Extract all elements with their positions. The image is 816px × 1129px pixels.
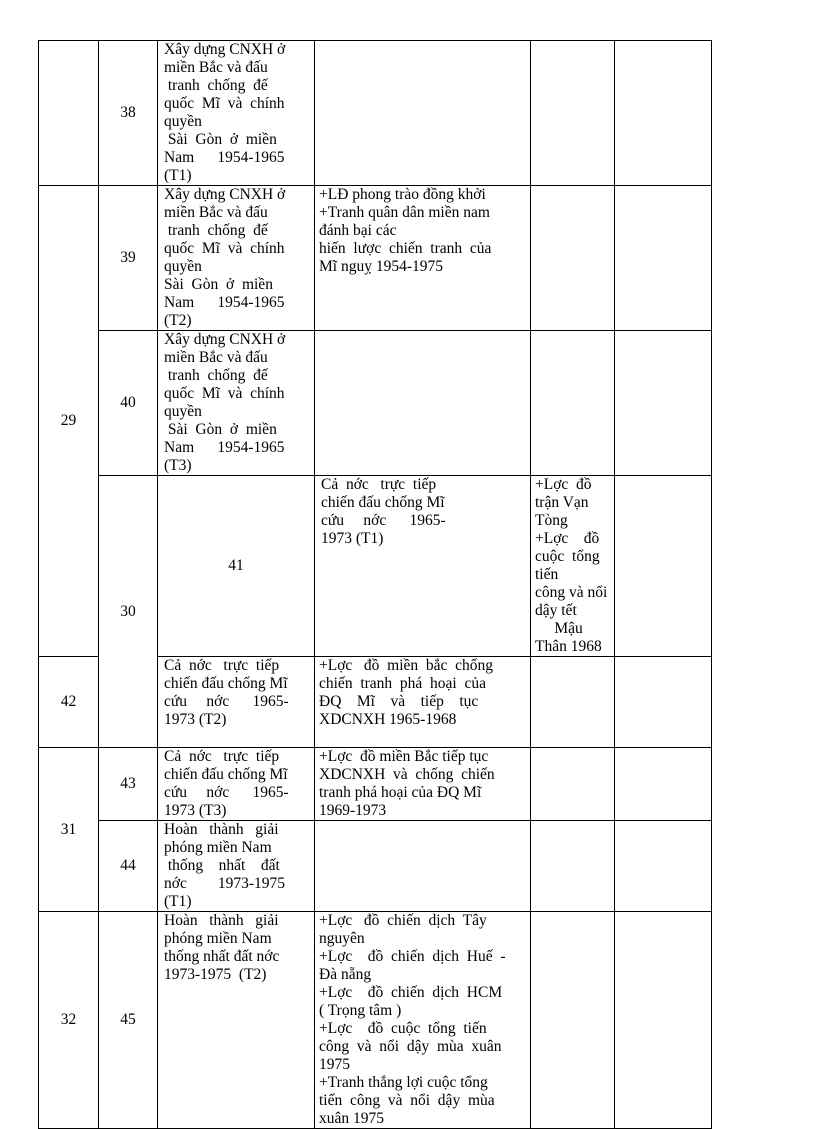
lesson-title-line: quyền <box>164 258 202 275</box>
lesson-title-line: Cả nớc trực tiếp <box>321 476 437 493</box>
lesson-title-line: Sài Gòn ở miền <box>164 421 277 438</box>
teaching-aids-line: +Lợc đồ miền bắc chống <box>319 657 494 674</box>
teaching-aids-cell <box>315 657 531 748</box>
teaching-aids-line: Mĩ nguỵ 1954-1975 <box>319 258 443 275</box>
lesson-number-cell: 40 <box>99 331 158 476</box>
lesson-number-cell: 44 <box>99 821 158 912</box>
teaching-aids-line: hiến lược chiến tranh của <box>319 240 492 257</box>
empty-cell-1 <box>531 748 615 821</box>
lesson-title-line: thống nhất đất nớc <box>164 948 280 965</box>
lesson-title-line: quyền <box>164 403 202 420</box>
lesson-title-line: thống nhất đất <box>164 857 280 874</box>
empty-cell-1 <box>531 657 615 748</box>
lesson-number-cell: 45 <box>99 912 158 1129</box>
lesson-title-line: 1973 (T1) <box>321 530 384 547</box>
teaching-aids-line: +Lợc đồ miền Bắc tiếp tục <box>319 748 489 765</box>
table-row <box>39 476 712 657</box>
teaching-aids-line: +Lợc đồ trận Vạn Tòng <box>535 476 596 529</box>
lesson-title-line: Cả nớc trực tiếp <box>164 657 280 674</box>
teaching-aids-line: công và nổi dậy tết <box>535 584 612 619</box>
teaching-aids-cell <box>315 41 531 186</box>
teaching-aids-line: +Tranh thắng lợi cuộc tổng <box>319 1074 488 1091</box>
lesson-title-line: tranh chống đế <box>164 77 268 94</box>
lesson-title-line: phóng miền Nam <box>164 930 272 947</box>
teaching-aids-line: 1969-1973 <box>319 802 387 819</box>
teaching-aids-line: +LĐ phong trào đồng khởi <box>319 186 486 203</box>
teaching-aids-line: XDCNXH và chống chiến <box>319 766 495 783</box>
teaching-aids-line: Mậu Thân 1968 <box>535 620 602 655</box>
lesson-title-line: (T2) <box>164 312 192 329</box>
lesson-title-line: 1973-1975 (T2) <box>164 966 267 983</box>
lesson-title-line: quốc Mĩ và chính <box>164 240 285 257</box>
table-row <box>39 821 712 912</box>
lesson-title-line: 1973 (T2) <box>164 711 227 728</box>
empty-cell-1 <box>531 912 615 1129</box>
lesson-title-line: tranh chống đế <box>164 222 268 239</box>
week-cell: 30 <box>99 476 158 748</box>
lesson-title-cell <box>158 748 315 821</box>
lesson-title-line: quốc Mĩ và chính <box>164 95 285 112</box>
teaching-aids-line: tiến công và nổi dậy mùa <box>319 1092 495 1109</box>
table-row <box>39 748 712 821</box>
lesson-title-line: cứu nớc 1965- <box>321 512 446 529</box>
lesson-title-cell <box>158 331 315 476</box>
teaching-aids-line: Đà nẵng <box>319 966 372 983</box>
teaching-aids-cell <box>315 331 531 476</box>
lesson-title-line: quốc Mĩ và chính <box>164 385 285 402</box>
empty-cell-2 <box>615 821 712 912</box>
teaching-aids-line: đánh bại các <box>319 222 397 239</box>
empty-cell-2 <box>615 41 712 186</box>
lesson-number-cell: 41 <box>158 476 315 657</box>
empty-cell-2 <box>615 331 712 476</box>
lesson-number-cell: 39 <box>99 186 158 331</box>
teaching-aids-line: +Lợc đồ chiến dịch Tây <box>319 912 487 929</box>
lesson-title-line: Nam 1954-1965 <box>164 294 285 311</box>
teaching-aids-cell <box>531 476 615 657</box>
lesson-title-line: Nam 1954-1965 <box>164 439 285 456</box>
table-row <box>39 41 712 186</box>
empty-cell-1 <box>531 821 615 912</box>
lesson-number-cell: 38 <box>99 41 158 186</box>
lesson-title-line: miền Bắc và đấu <box>164 349 268 366</box>
teaching-aids-line: +Lợc đồ cuộc tổng tiến <box>319 1020 487 1037</box>
lesson-title-cell <box>315 476 531 657</box>
lesson-title-line: Hoàn thành giải <box>164 912 279 929</box>
empty-cell-2 <box>615 186 712 331</box>
lesson-title-cell <box>158 41 315 186</box>
teaching-aids-line: XDCNXH 1965-1968 <box>319 711 457 728</box>
lesson-plan-table <box>38 40 712 1129</box>
teaching-aids-line: +Lợc đồ chiến dịch Huế - <box>319 948 506 965</box>
lesson-title-line: phóng miền Nam <box>164 839 272 856</box>
lesson-title-line: (T1) <box>164 167 192 184</box>
table-row <box>39 912 712 1129</box>
empty-cell-2 <box>615 748 712 821</box>
lesson-title-cell <box>158 657 315 748</box>
week-cell: 32 <box>39 912 99 1129</box>
lesson-title-line: chiến đấu chống Mĩ <box>164 766 288 783</box>
teaching-aids-line: 1975 <box>319 1056 350 1073</box>
empty-cell-1 <box>615 476 712 657</box>
lesson-title-line: quyền <box>164 113 202 130</box>
lesson-title-line: (T3) <box>164 457 192 474</box>
lesson-title-line: Xây dựng CNXH ở <box>164 41 286 58</box>
lesson-plan-body <box>39 41 712 1129</box>
lesson-title-line: (T1) <box>164 893 192 910</box>
teaching-aids-line: xuân 1975 <box>319 1110 385 1127</box>
lesson-title-line: Hoàn thành giải <box>164 821 279 838</box>
empty-cell-2 <box>615 657 712 748</box>
lesson-title-line: cứu nớc 1965- <box>164 693 289 710</box>
teaching-aids-cell <box>315 186 531 331</box>
lesson-title-cell <box>158 821 315 912</box>
week-cell: 31 <box>39 748 99 912</box>
teaching-aids-line: +Tranh quân dân miền nam <box>319 204 490 221</box>
teaching-aids-line: nguyên <box>319 930 365 947</box>
lesson-title-line: cứu nớc 1965- <box>164 784 289 801</box>
lesson-title-line: Sài Gòn ở miền <box>164 131 277 148</box>
week-cell <box>39 41 99 186</box>
teaching-aids-cell <box>315 748 531 821</box>
teaching-aids-cell <box>315 912 531 1129</box>
lesson-number-cell: 42 <box>39 657 99 748</box>
week-cell: 29 <box>39 186 99 657</box>
lesson-title-line: chiến đấu chống Mĩ <box>164 675 288 692</box>
teaching-aids-line: ( Trọng tâm ) <box>319 1002 402 1019</box>
lesson-title-line: tranh chống đế <box>164 367 268 384</box>
lesson-title-line: nớc 1973-1975 <box>164 875 285 892</box>
teaching-aids-line: công và nổi dậy mùa xuân <box>319 1038 502 1055</box>
lesson-title-line: chiến đấu chống Mĩ <box>321 494 445 511</box>
lesson-title-line: Cả nớc trực tiếp <box>164 748 280 765</box>
teaching-aids-line: +Lợc đồ chiến dịch HCM <box>319 984 503 1001</box>
lesson-title-line: Sài Gòn ở miền <box>164 276 273 293</box>
lesson-title-line: Nam 1954-1965 <box>164 149 285 166</box>
empty-cell-1 <box>531 186 615 331</box>
empty-cell-2 <box>615 912 712 1129</box>
lesson-title-line: 1973 (T3) <box>164 802 227 819</box>
teaching-aids-line: ĐQ Mĩ và tiếp tục <box>319 693 479 710</box>
lesson-title-line: Xây dựng CNXH ở <box>164 186 286 203</box>
table-row <box>39 331 712 476</box>
lesson-title-line: miền Bắc và đấu <box>164 204 268 221</box>
lesson-title-cell <box>158 186 315 331</box>
lesson-title-line: Xây dựng CNXH ở <box>164 331 286 348</box>
teaching-aids-line: +Lợc đồ cuộc tổng tiến <box>535 530 608 583</box>
teaching-aids-cell <box>315 821 531 912</box>
lesson-number-cell: 43 <box>99 748 158 821</box>
lesson-title-line: miền Bắc và đấu <box>164 59 268 76</box>
lesson-title-cell <box>158 912 315 1129</box>
teaching-aids-line: chiến tranh phá hoại của <box>319 675 486 692</box>
table-row <box>39 186 712 331</box>
empty-cell-1 <box>531 41 615 186</box>
teaching-aids-line: tranh phá hoại của ĐQ Mĩ <box>319 784 482 801</box>
empty-cell-1 <box>531 331 615 476</box>
